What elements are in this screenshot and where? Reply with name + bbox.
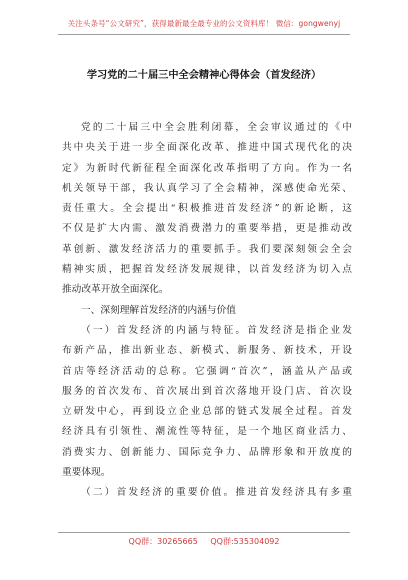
body-line: 消费实力、创新能力、国际竞争力、品牌形象和开放度的 bbox=[62, 446, 352, 458]
body-line: 服务的首次发布、首次展出到首次落地开设门店、首次设 bbox=[62, 385, 352, 397]
body-line: 共中央关于进一步全面深化改革、推进中国式现代化的决 bbox=[62, 142, 352, 154]
body-line: 首店等经济活动的总称。它强调“首次”，涵盖从产品或 bbox=[62, 365, 352, 377]
footer-qq-group-1: QQ群：30265665 bbox=[128, 537, 198, 546]
body-line: 重要体现。 bbox=[62, 467, 111, 479]
body-line: 经济具有引领性、潮流性等特征，是一个地区商业活力、 bbox=[62, 426, 352, 438]
section-heading: 一、深刻理解首发经济的内涵与价值 bbox=[81, 304, 236, 316]
footer bbox=[0, 536, 408, 547]
body-line: 机关领导干部，我认真学习了全会精神，深感使命光荣、 bbox=[62, 182, 352, 194]
document-title: 学习党的二十届三中全会精神心得体会（首发经济） bbox=[86, 70, 322, 81]
body-line: 革创新、激发经济活力的重要抓手。我们要深刻领会全会 bbox=[62, 243, 352, 255]
body-line: 不仅是扩大内需、激发消费潜力的重要举措，更是推动改 bbox=[62, 223, 352, 235]
footer-divider bbox=[58, 532, 350, 533]
header-divider bbox=[58, 34, 350, 35]
body-line: （二）首发经济的重要价值。推进首发经济具有多重 bbox=[81, 487, 352, 499]
body-line: 推动改革开放全面深化。 bbox=[62, 284, 169, 296]
body-line: 布新产品，推出新业态、新模式、新服务、新技术，开设 bbox=[62, 345, 352, 357]
body-line: 定》为新时代新征程全面深化改革指明了方向。作为一名 bbox=[62, 162, 352, 174]
body-line: （一）首发经济的内涵与特征。首发经济是指企业发 bbox=[81, 324, 352, 336]
footer-qq-group-2: QQ群:535304092 bbox=[210, 537, 280, 546]
header-banner: 关注头条号“公文研究”，获得最新最全最专业的公文资料库！ 微信：gongwenyj bbox=[67, 19, 341, 28]
body-line: 精神实质，把握首发经济发展规律，以首发经济为切入点 bbox=[62, 264, 352, 276]
body-line: 党的二十届三中全会胜利闭幕，全会审议通过的《中 bbox=[81, 122, 352, 133]
document-body bbox=[62, 118, 352, 504]
body-line: 责任重大。全会提出“积极推进首发经济”的新论断，这 bbox=[62, 203, 352, 215]
body-line: 立研发中心，再到设立企业总部的链式发展全过程。首发 bbox=[62, 406, 352, 418]
